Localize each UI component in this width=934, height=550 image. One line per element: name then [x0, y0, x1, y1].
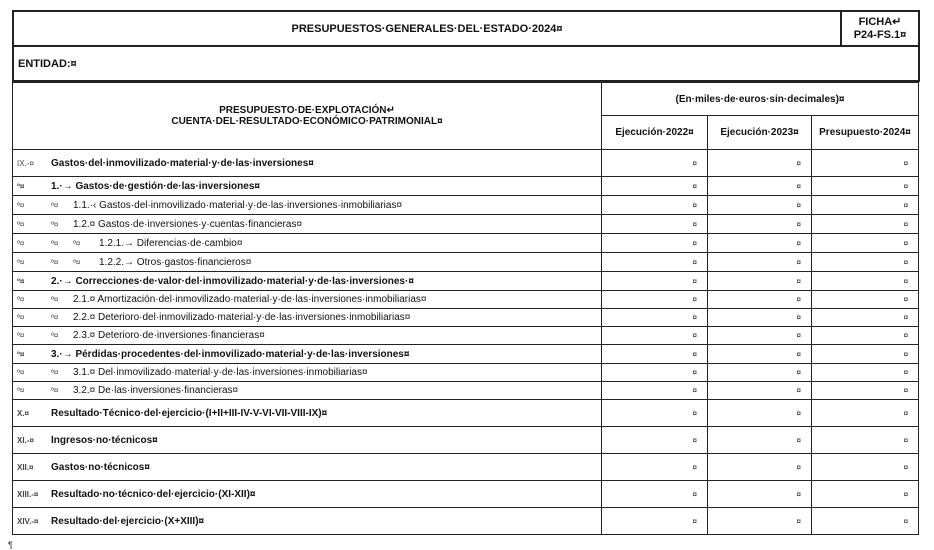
row-text: 1.1.·‹ Gastos·del·inmovilizado·material·y·de·las·inversiones·inmobiliarias¤	[73, 199, 402, 211]
value-2024-cell[interactable]: ¤	[812, 309, 919, 327]
table-row	[13, 508, 919, 535]
row-marker: º¤	[17, 386, 25, 395]
row-marker: º¤	[51, 200, 59, 210]
row-marker: º¤	[51, 368, 59, 377]
table-row	[13, 272, 919, 291]
value-2024-cell[interactable]: ¤	[812, 177, 919, 196]
table-row	[13, 234, 919, 253]
value-2023-cell[interactable]: ¤	[708, 400, 812, 427]
value-2024-cell[interactable]: ¤	[812, 345, 919, 364]
table-row	[13, 382, 919, 400]
value-2022-cell[interactable]: ¤	[602, 234, 708, 253]
row-marker: º¤	[17, 181, 25, 191]
row-marker: º¤	[17, 313, 25, 322]
row-marker: º¤	[51, 219, 59, 229]
table-row	[13, 291, 919, 309]
table-row	[13, 253, 919, 272]
row-text: 3.2.¤ De·las·inversiones·financieras¤	[73, 385, 239, 396]
row-marker: XIV.-¤	[17, 516, 39, 526]
value-2022-cell[interactable]: ¤	[602, 253, 708, 272]
row-marker: º¤	[17, 295, 25, 304]
row-marker: º¤	[17, 257, 25, 267]
row-label	[13, 382, 602, 400]
document-page	[12, 10, 918, 535]
value-2024-cell[interactable]: ¤	[812, 215, 919, 234]
value-2022-cell[interactable]: ¤	[602, 427, 708, 454]
value-2024-cell[interactable]: ¤	[812, 364, 919, 382]
row-marker: º¤	[17, 368, 25, 377]
row-marker: º¤	[51, 313, 59, 322]
row-marker: º¤	[73, 257, 81, 267]
value-2024-cell[interactable]: ¤	[812, 272, 919, 291]
row-text: 1.·→ Gastos·de·gestión·de·las·inversiones¤	[51, 180, 260, 192]
row-marker: X.¤	[17, 408, 30, 418]
table-title	[13, 83, 602, 150]
value-2022-cell[interactable]: ¤	[602, 345, 708, 364]
row-label	[13, 196, 602, 215]
row-marker: º¤	[51, 331, 59, 340]
row-marker: º¤	[51, 386, 59, 395]
table-row	[13, 345, 919, 364]
value-2022-cell[interactable]: ¤	[602, 272, 708, 291]
table-title-line2: CUENTA·DEL·RESULTADO·ECONÓMICO·PATRIMONIAL¤	[171, 116, 443, 127]
row-label	[13, 309, 602, 327]
row-marker: IX.-¤	[17, 158, 34, 168]
row-marker: º¤	[17, 331, 25, 340]
row-text: Resultado·Técnico·del·ejercicio·(I+II+III-IV-V-VI-VII-VIII-IX)¤	[51, 407, 328, 419]
value-2023-cell[interactable]: ¤	[708, 508, 812, 535]
value-2022-cell[interactable]: ¤	[602, 508, 708, 535]
value-2022-cell[interactable]: ¤	[602, 327, 708, 345]
row-marker: º¤	[17, 200, 25, 210]
row-marker: º¤	[17, 276, 25, 286]
value-2022-cell[interactable]: ¤	[602, 150, 708, 177]
row-text: 3.1.¤ Del·inmovilizado·material·y·de·las·inversiones·inmobiliarias¤	[73, 367, 368, 378]
value-2023-cell[interactable]: ¤	[708, 291, 812, 309]
row-label	[13, 454, 602, 481]
value-2024-cell[interactable]: ¤	[812, 454, 919, 481]
row-marker: XIII.-¤	[17, 489, 39, 499]
paragraph-mark: ¶	[8, 540, 13, 550]
row-label	[13, 291, 602, 309]
row-marker: º¤	[17, 349, 25, 359]
value-2023-cell[interactable]: ¤	[708, 454, 812, 481]
row-marker: º¤	[17, 238, 25, 248]
value-2024-cell[interactable]: ¤	[812, 382, 919, 400]
row-label	[13, 364, 602, 382]
column-header-2023: Ejecución·2023¤	[708, 116, 812, 150]
value-2023-cell[interactable]: ¤	[708, 253, 812, 272]
value-2024-cell[interactable]: ¤	[812, 196, 919, 215]
row-text: Ingresos·no·técnicos¤	[51, 434, 158, 446]
row-text: 2.3.¤ Deterioro·de·inversiones·financieras¤	[73, 330, 265, 341]
value-2022-cell[interactable]: ¤	[602, 364, 708, 382]
value-2022-cell[interactable]: ¤	[602, 382, 708, 400]
ficha-label: FICHA↵	[858, 15, 902, 28]
value-2023-cell[interactable]: ¤	[708, 364, 812, 382]
header-table	[12, 10, 920, 82]
row-label	[13, 234, 602, 253]
row-text: 2.·→ Correcciones·de·valor·del·inmovilizado·material·y·de·las·inversiones·¤	[51, 275, 414, 287]
value-2022-cell[interactable]: ¤	[602, 177, 708, 196]
value-2023-cell[interactable]: ¤	[708, 427, 812, 454]
table-row	[13, 309, 919, 327]
row-label	[13, 400, 602, 427]
row-label	[13, 427, 602, 454]
value-2024-cell[interactable]: ¤	[812, 327, 919, 345]
column-header-2022: Ejecución·2022¤	[602, 116, 708, 150]
row-text: 2.2.¤ Deterioro·del·inmovilizado·material·y·de·las·inversiones·inmobiliarias¤	[73, 312, 411, 323]
value-2023-cell[interactable]: ¤	[708, 481, 812, 508]
value-2023-cell[interactable]: ¤	[708, 177, 812, 196]
value-2022-cell[interactable]: ¤	[602, 481, 708, 508]
table-row	[13, 196, 919, 215]
row-text: Gastos·no·técnicos¤	[51, 461, 150, 473]
value-2023-cell[interactable]: ¤	[708, 345, 812, 364]
table-row	[13, 427, 919, 454]
row-label	[13, 253, 602, 272]
table-row	[13, 364, 919, 382]
ficha-number: P24-FS.1¤	[853, 28, 907, 41]
value-2023-cell[interactable]: ¤	[708, 327, 812, 345]
row-marker: º¤	[51, 238, 59, 248]
value-2022-cell[interactable]: ¤	[602, 215, 708, 234]
value-2023-cell[interactable]: ¤	[708, 382, 812, 400]
value-2022-cell[interactable]: ¤	[602, 400, 708, 427]
value-2023-cell[interactable]: ¤	[708, 272, 812, 291]
value-2022-cell[interactable]: ¤	[602, 454, 708, 481]
value-2022-cell[interactable]: ¤	[602, 196, 708, 215]
value-2022-cell[interactable]: ¤	[602, 309, 708, 327]
value-2024-cell[interactable]: ¤	[812, 253, 919, 272]
row-label	[13, 150, 602, 177]
row-text: Resultado·del·ejercicio·(X+XIII)¤	[51, 515, 205, 527]
ficha-code	[841, 11, 919, 46]
row-label	[13, 177, 602, 196]
budget-table	[12, 82, 919, 535]
row-label	[13, 327, 602, 345]
row-text: Resultado·no·técnico·del·ejercicio·(XI-XII)¤	[51, 488, 256, 500]
row-text: 3.·→ Pérdidas·procedentes·del·inmovilizado·material·y·de·las·inversiones¤	[51, 348, 410, 360]
table-row	[13, 215, 919, 234]
table-row	[13, 481, 919, 508]
page-title: PRESUPUESTOS·GENERALES·DEL·ESTADO·2024¤	[13, 11, 841, 46]
row-text: 1.2.1.→ Diferencias·de·cambio¤	[99, 237, 243, 249]
units-note: (En·miles·de·euros·sin·decimales)¤	[602, 83, 919, 116]
value-2023-cell[interactable]: ¤	[708, 309, 812, 327]
table-row	[13, 400, 919, 427]
table-title-line1: PRESUPUESTO·DE·EXPLOTACIÓN↵	[219, 105, 395, 116]
value-2023-cell[interactable]: ¤	[708, 215, 812, 234]
row-text: 1.2.¤ Gastos·de·inversiones·y·cuentas·financieras¤	[73, 218, 302, 230]
row-marker: º¤	[51, 295, 59, 304]
column-header-2024: Presupuesto·2024¤	[812, 116, 919, 150]
table-row	[13, 150, 919, 177]
row-text: Gastos·del·inmovilizado·material·y·de·las·inversiones¤	[51, 157, 314, 169]
value-2024-cell[interactable]: ¤	[812, 291, 919, 309]
value-2023-cell[interactable]: ¤	[708, 150, 812, 177]
value-2023-cell[interactable]: ¤	[708, 234, 812, 253]
value-2024-cell[interactable]: ¤	[812, 234, 919, 253]
row-label	[13, 481, 602, 508]
value-2022-cell[interactable]: ¤	[602, 291, 708, 309]
row-label	[13, 345, 602, 364]
row-marker: º¤	[51, 257, 59, 267]
table-row	[13, 454, 919, 481]
row-text: 2.1.¤ Amortización·del·inmovilizado·material·y·de·las·inversiones·inmobiliarias¤	[73, 294, 427, 305]
table-row	[13, 327, 919, 345]
table-row	[13, 177, 919, 196]
value-2024-cell[interactable]: ¤	[812, 400, 919, 427]
value-2024-cell[interactable]: ¤	[812, 508, 919, 535]
entidad-label: ENTIDAD:¤	[13, 46, 919, 81]
table-body	[13, 150, 919, 535]
row-label	[13, 272, 602, 291]
row-label	[13, 215, 602, 234]
row-text: 1.2.2.→ Otros·gastos·financieros¤	[99, 256, 252, 268]
row-marker: º¤	[17, 219, 25, 229]
row-label	[13, 508, 602, 535]
value-2024-cell[interactable]: ¤	[812, 481, 919, 508]
row-marker: º¤	[73, 238, 81, 248]
value-2023-cell[interactable]: ¤	[708, 196, 812, 215]
value-2024-cell[interactable]: ¤	[812, 427, 919, 454]
row-marker: XI.-¤	[17, 435, 34, 445]
row-marker: XII.¤	[17, 462, 34, 472]
value-2024-cell[interactable]: ¤	[812, 150, 919, 177]
